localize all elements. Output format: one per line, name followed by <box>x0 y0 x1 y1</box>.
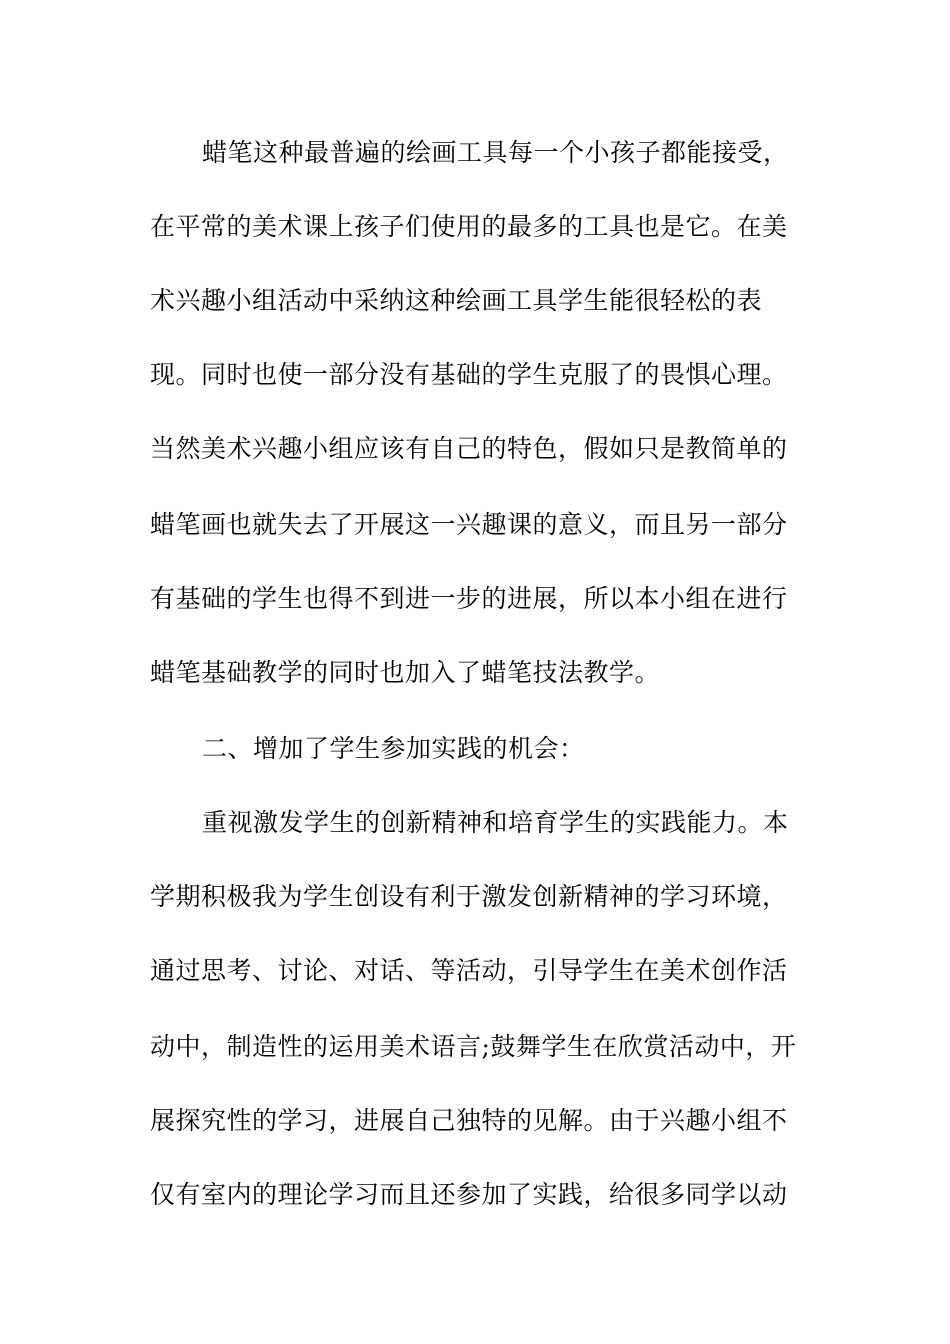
paragraph-1-line-5: 当然美术兴趣小组应该有自己的特色，假如只是教简单的 <box>150 434 788 463</box>
paragraph-1-line-8: 蜡笔基础教学的同时也加入了蜡笔技法教学。 <box>150 658 661 687</box>
paragraph-2-line-6: 仅有室内的理论学习而且还参加了实践，给很多同学以动 <box>150 1180 788 1209</box>
paragraph-2-line-3: 通过思考、讨论、对话、等活动，引导学生在美术创作活 <box>150 956 788 985</box>
paragraph-1-line-4: 现。同时也使一部分没有基础的学生克服了的畏惧心理。 <box>150 360 788 389</box>
paragraph-2-line-4: 动中，制造性的运用美术语言;鼓舞学生在欣赏活动中，开 <box>150 1032 797 1061</box>
paragraph-1-line-1: 蜡笔这种最普遍的绘画工具每一个小孩子都能接受， <box>202 138 789 167</box>
paragraph-1-line-3: 术兴趣小组活动中采纳这种绘画工具学生能很轻松的表 <box>150 286 763 315</box>
paragraph-1-line-6: 蜡笔画也就失去了开展这一兴趣课的意义，而且另一部分 <box>150 510 788 539</box>
paragraph-1-line-2: 在平常的美术课上孩子们使用的最多的工具也是它。在美 <box>150 212 788 241</box>
paragraph-2-line-2: 学期积极我为学生创设有利于激发创新精神的学习环境， <box>150 882 788 911</box>
paragraph-1-line-7: 有基础的学生也得不到进一步的进展，所以本小组在进行 <box>150 584 788 613</box>
paragraph-2-line-1: 重视激发学生的创新精神和培育学生的实践能力。本 <box>202 808 789 837</box>
section-heading: 二、增加了学生参加实践的机会： <box>202 734 585 763</box>
paragraph-2-line-5: 展探究性的学习，进展自己独特的见解。由于兴趣小组不 <box>150 1106 788 1135</box>
